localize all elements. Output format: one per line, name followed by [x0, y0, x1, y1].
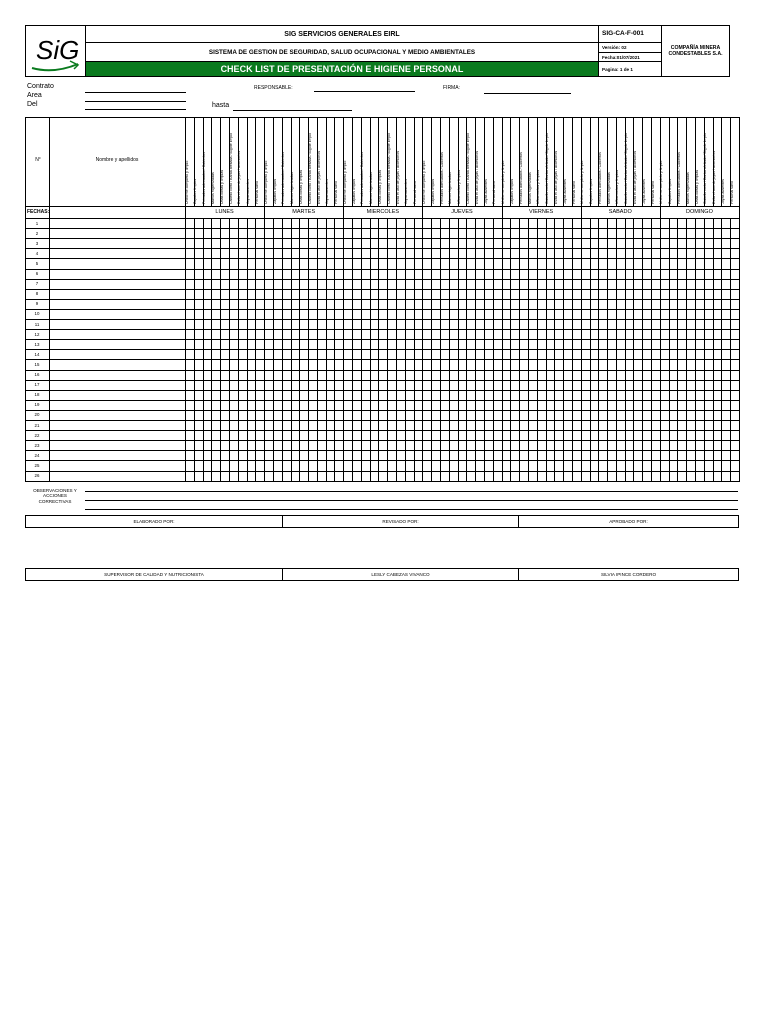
row-line: [25, 349, 739, 350]
row-number: 10: [34, 311, 40, 317]
doc-code: SIG-CA-F-001: [598, 25, 662, 43]
form-title: CHECK LIST DE PRESENTACIÓN E HIGIENE PERSONAL: [85, 61, 599, 77]
row-line: [25, 289, 739, 290]
criteria-header: Personal sano: [334, 181, 339, 204]
criteria-header: Joyas ausentes: [325, 179, 330, 204]
criteria-header: Zapatos limpios: [668, 178, 673, 204]
row-number: 8: [35, 291, 39, 297]
criteria-header: Uñas cortas y limpias: [298, 169, 303, 204]
criteria-header: Uniforme completo y limpio: [422, 160, 427, 204]
row-number: 3: [35, 240, 39, 246]
criteria-header: Zapatos limpios: [430, 178, 435, 204]
criteria-header: Cabello corto / Barba afeitada / Bigote limpio: [307, 132, 312, 204]
row-line: [25, 390, 739, 391]
criteria-header: Uniforme completo y limpio: [580, 160, 585, 204]
criteria-header: Peinados adecuados / Cubiertos: [202, 152, 207, 204]
criteria-header: Peinados adecuados / Cubiertos: [360, 152, 365, 204]
observation-line-2[interactable]: [85, 500, 738, 501]
criteria-header: Uniforme completo y limpio: [342, 160, 347, 204]
day-label-sabado: SABADO: [608, 209, 632, 215]
criteria-header: Peinados adecuados / Cubiertos: [518, 152, 523, 204]
company-name: SIG SERVICIOS GENERALES EIRL: [85, 25, 599, 43]
row-line: [25, 359, 739, 360]
day-label-domingo: DOMINGO: [685, 209, 713, 215]
logo-box: [25, 25, 86, 77]
criteria-header: Personal sano: [650, 181, 655, 204]
logo-text: SiG: [36, 35, 80, 65]
fechas-label: FECHAS:: [27, 209, 50, 215]
firma-field[interactable]: [484, 93, 571, 94]
hasta-field[interactable]: [233, 110, 352, 111]
aprobado-name: SILVIA IPINCE CORDERO: [518, 568, 739, 581]
criteria-header: Uñas cortas y limpias: [378, 169, 383, 204]
criteria-header: Personal sano: [492, 181, 497, 204]
row-number: 4: [35, 250, 39, 256]
criteria-header: Cabello corto / Barba afeitada / Bigote limpio: [545, 132, 550, 204]
criteria-header: Personal sano: [254, 181, 259, 204]
row-number: 21: [34, 422, 40, 428]
observation-line-3[interactable]: [85, 509, 738, 510]
contrato-field[interactable]: [85, 92, 186, 93]
criteria-header: Peinados adecuados / Cubiertos: [597, 152, 602, 204]
criteria-header: Peinados adecuados / Cubiertos: [677, 152, 682, 204]
observations-label: OBSERVACIONES Y ACCIONES CORRECTIVAS: [33, 487, 77, 504]
area-label: Area: [27, 92, 42, 99]
row-number: 9: [35, 301, 39, 307]
row-line: [25, 410, 739, 411]
criteria-header: Evita el uso de joyas / accesorios: [553, 150, 558, 204]
criteria-header: Manos higienizadas: [369, 172, 374, 204]
row-number: 25: [34, 462, 40, 468]
table-border: [25, 117, 739, 118]
contrato-label: Contrato: [27, 83, 54, 90]
row-line: [25, 238, 739, 239]
row-line: [25, 481, 739, 482]
criteria-header: Peinados adecuados / Cubiertos: [439, 152, 444, 204]
criteria-header: Zapatos limpios: [193, 178, 198, 204]
criteria-header: Uniforme completo y limpio: [501, 160, 506, 204]
responsable-field[interactable]: [314, 91, 415, 92]
hasta-label: hasta: [212, 102, 230, 109]
criteria-header: Evita el uso de joyas / accesorios: [237, 150, 242, 204]
row-line: [25, 279, 739, 280]
criteria-header: Uñas cortas y limpias: [219, 169, 224, 204]
criteria-header: Joyas ausentes: [483, 179, 488, 204]
day-label-viernes: VIERNES: [529, 209, 554, 215]
row-number: 13: [34, 341, 40, 347]
sig-logo-icon: [26, 26, 85, 76]
criteria-header: Manos higienizadas: [210, 172, 215, 204]
criteria-header: Joyas ausentes: [404, 179, 409, 204]
row-line: [25, 299, 739, 300]
doc-page: Pagina: 1 de 1: [598, 61, 662, 77]
doc-date: Fecha:01/07/2021: [598, 52, 662, 62]
criteria-header: Evita el uso de joyas / accesorios: [395, 150, 400, 204]
client-name: COMPAÑÍA MINERA CONDESTABLES S.A.: [661, 25, 730, 77]
row-line: [25, 430, 739, 431]
name-header: Nombre y apellidos: [95, 157, 139, 163]
criteria-header: Zapatos limpios: [589, 178, 594, 204]
system-name: SISTEMA DE GESTION DE SEGURIDAD, SALUD OCUPACIONAL Y MEDIO AMBIENTALES: [85, 42, 599, 62]
row-line: [25, 319, 739, 320]
criteria-header: Evita el uso de joyas / accesorios: [633, 150, 638, 204]
row-number: 12: [34, 331, 40, 337]
row-line: [25, 228, 739, 229]
criteria-header: Evita el uso de joyas / accesorios: [712, 150, 717, 204]
row-number: 23: [34, 442, 40, 448]
criteria-header: Joyas ausentes: [641, 179, 646, 204]
day-label-martes: MARTES: [292, 209, 316, 215]
area-field[interactable]: [85, 101, 186, 102]
criteria-header: Joyas ausentes: [562, 179, 567, 204]
criteria-header: Uñas cortas y limpias: [536, 169, 541, 204]
row-line: [25, 471, 739, 472]
row-number: 7: [35, 281, 39, 287]
row-number: 22: [34, 432, 40, 438]
row-number: 15: [34, 361, 40, 367]
day-label-lunes: LUNES: [215, 209, 234, 215]
criteria-header: Manos higienizadas: [448, 172, 453, 204]
row-line: [25, 450, 739, 451]
row-line: [25, 258, 739, 259]
criteria-header: Uniforme completo y limpio: [184, 160, 189, 204]
criteria-header: Manos higienizadas: [290, 172, 295, 204]
criteria-header: Peinados adecuados / Cubiertos: [281, 152, 286, 204]
row-line: [25, 329, 739, 330]
row-number: 6: [35, 271, 39, 277]
row-number: 17: [34, 382, 40, 388]
criteria-header: Uniforme completo y limpio: [263, 160, 268, 204]
criteria-header: Uniforme completo y limpio: [659, 160, 664, 204]
firma-label: FIRMA:: [443, 85, 460, 91]
row-line: [25, 269, 739, 270]
del-label: Del: [27, 101, 38, 108]
criteria-header: Evita el uso de joyas / accesorios: [474, 150, 479, 204]
row-number: 18: [34, 392, 40, 398]
row-line: [25, 339, 739, 340]
row-number: 20: [34, 412, 40, 418]
criteria-header: Cabello corto / Barba afeitada / Bigote limpio: [386, 132, 391, 204]
responsable-label: RESPONSABLE:: [254, 85, 293, 91]
criteria-header: Uñas cortas y limpias: [457, 169, 462, 204]
row-number: 19: [34, 402, 40, 408]
criteria-header: Joyas ausentes: [246, 179, 251, 204]
criteria-header: Cabello corto / Barba afeitada / Bigote limpio: [465, 132, 470, 204]
table-border: [739, 117, 740, 481]
days-bottom-line: [25, 218, 739, 219]
criteria-header: Manos higienizadas: [685, 172, 690, 204]
criteria-header: Zapatos limpios: [351, 178, 356, 204]
criteria-header: Manos higienizadas: [606, 172, 611, 204]
criteria-header: Personal sano: [729, 181, 734, 204]
revisado-name: LESLY CABEZAS VIVANCO: [282, 568, 519, 581]
row-number: 2: [35, 230, 39, 236]
row-number: 26: [34, 473, 40, 479]
row-line: [25, 460, 739, 461]
criteria-header: Zapatos limpios: [509, 178, 514, 204]
row-number: 16: [34, 372, 40, 378]
criteria-header: Personal sano: [413, 181, 418, 204]
criteria-header: Uñas cortas y limpias: [615, 169, 620, 204]
criteria-header: Uñas cortas y limpias: [694, 169, 699, 204]
aprobado-header: APROBADO POR:: [518, 515, 739, 528]
day-label-miercoles: MIERCOLES: [366, 209, 400, 215]
criteria-header: Manos higienizadas: [527, 172, 532, 204]
criteria-header: Joyas ausentes: [721, 179, 725, 204]
del-field[interactable]: [85, 109, 186, 110]
day-label-jueves: JUEVES: [451, 209, 473, 215]
row-line: [25, 309, 739, 310]
row-number: 24: [34, 452, 40, 458]
row-line: [25, 420, 739, 421]
observation-line-1[interactable]: [85, 491, 738, 492]
criteria-header: Evita el uso de joyas / accesorios: [316, 150, 321, 204]
row-line: [25, 248, 739, 249]
row-number: 14: [34, 351, 40, 357]
criteria-header: Personal sano: [571, 181, 576, 204]
revisado-header: REVISADO POR:: [282, 515, 519, 528]
row-number: 11: [34, 321, 40, 327]
row-number: 1: [35, 220, 39, 226]
criteria-header: Zapatos limpios: [272, 178, 277, 204]
row-line: [25, 400, 739, 401]
num-header: N°: [35, 157, 41, 163]
criteria-header: Cabello corto / Barba afeitada / Bigote limpio: [624, 132, 629, 204]
doc-version: Versión: 02: [598, 42, 662, 53]
row-line: [25, 380, 739, 381]
row-number: 5: [35, 260, 39, 266]
criteria-header: Cabello corto / Barba afeitada / Bigote limpio: [228, 132, 233, 204]
criteria-header: Cabello corto / Barba afeitada / Bigote limpio: [703, 132, 708, 204]
row-line: [25, 370, 739, 371]
elaborado-name: SUPERVISOR DE CALIDAD Y NUTRICIONISTA: [25, 568, 283, 581]
elaborado-header: ELABORADO POR:: [25, 515, 283, 528]
row-line: [25, 440, 739, 441]
